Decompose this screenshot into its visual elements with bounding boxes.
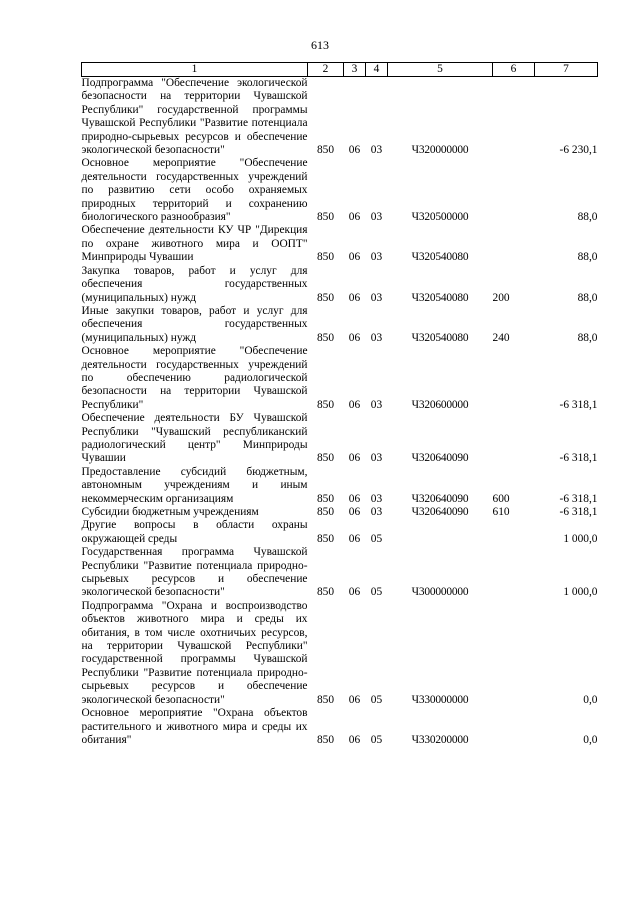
- row-expense-type: [493, 157, 535, 224]
- table-row: [82, 265, 598, 305]
- row-description: Государственная программа Чувашской Республики "Развитие потенциала природно-сырьевых ресурсов и обеспечение экологической безопасности": [81, 546, 308, 599]
- row-expense-type: [493, 707, 535, 747]
- row-target-article: [388, 519, 493, 546]
- header-col-3: 3: [344, 63, 366, 77]
- table-row: [82, 345, 598, 412]
- row-description: Основное мероприятие "Обеспечение деятельности государственных учреждений по развитию сети особо охраняемых природных территорий и сохранению биологического разнообразия": [81, 157, 308, 224]
- row-subsection: 03: [370, 398, 383, 411]
- row-amount: 0,0: [583, 693, 598, 706]
- row-subsection: 05: [370, 733, 383, 746]
- row-description: Подпрограмма "Охрана и воспроизводство объектов животного мира и среды их обитания, в том числе охотничьих ресурсов, на территории Чувашской Республики" государственной программы Чувашской Республики "Развитие потенциала природно-сырьевых ресурсов и обеспечение экологической безопасности": [81, 599, 308, 706]
- row-section: 06: [348, 532, 361, 545]
- row-target-article: Ч320540080: [411, 331, 469, 344]
- row-section: 06: [348, 144, 361, 157]
- row-expense-type: [493, 412, 535, 466]
- row-description: Обеспечение деятельности КУ ЧР "Дирекция по охране животного мира и ООПТ" Минприроды Чувашии: [81, 224, 308, 264]
- row-expense-type: [493, 546, 535, 600]
- row-amount: -6 318,1: [559, 452, 598, 465]
- row-admin-code: 850: [316, 532, 335, 545]
- table-row: [82, 77, 598, 158]
- row-subsection: 05: [370, 586, 383, 599]
- row-section: 06: [348, 398, 361, 411]
- header-col-2: 2: [308, 63, 344, 77]
- header-col-6: 6: [493, 63, 535, 77]
- table-row: [82, 224, 598, 264]
- row-amount: -6 318,1: [559, 398, 598, 411]
- row-subsection: 05: [370, 532, 383, 545]
- header-col-1: 1: [82, 63, 308, 77]
- row-section: 06: [348, 251, 361, 264]
- row-description: Иные закупки товаров, работ и услуг для обеспечения государственных (муниципальных) нужд: [81, 304, 308, 344]
- row-section: 06: [348, 693, 361, 706]
- row-subsection: 05: [370, 693, 383, 706]
- row-expense-type: [493, 77, 535, 158]
- row-target-article: Ч320640090: [411, 506, 469, 518]
- row-admin-code: 850: [316, 251, 335, 264]
- row-admin-code: 850: [316, 506, 335, 518]
- row-amount: -6 318,1: [559, 506, 598, 518]
- row-expense-type: 610: [492, 506, 510, 518]
- row-expense-type: [493, 519, 535, 546]
- row-admin-code: 850: [316, 291, 335, 304]
- row-admin-code: 850: [316, 586, 335, 599]
- row-description: Субсидии бюджетным учреждениям: [81, 506, 259, 518]
- row-expense-type: [493, 224, 535, 264]
- row-admin-code: 850: [316, 398, 335, 411]
- header-col-5: 5: [388, 63, 493, 77]
- table-row: [82, 519, 598, 546]
- budget-table: [81, 62, 598, 747]
- table-row: [82, 506, 598, 519]
- row-section: 06: [348, 331, 361, 344]
- row-section: 06: [348, 506, 361, 518]
- row-subsection: 03: [370, 452, 383, 465]
- row-admin-code: 850: [316, 733, 335, 746]
- row-amount: -6 318,1: [559, 492, 598, 505]
- row-expense-type: [493, 600, 535, 707]
- page-number: 613: [311, 38, 329, 52]
- row-admin-code: 850: [316, 331, 335, 344]
- row-subsection: 03: [370, 144, 383, 157]
- row-section: 06: [348, 492, 361, 505]
- row-target-article: Ч320540080: [411, 251, 469, 264]
- row-subsection: 03: [370, 331, 383, 344]
- row-description: Предоставление субсидий бюджетным, автономным учреждениям и иным некоммерческим организациям: [81, 465, 308, 505]
- row-description: Основное мероприятие "Охрана объектов растительного и животного мира и среды их обитания": [81, 707, 308, 746]
- row-target-article: Ч320640090: [411, 492, 469, 505]
- row-target-article: Ч300000000: [411, 586, 469, 599]
- row-target-article: Ч330200000: [411, 733, 469, 746]
- row-admin-code: 850: [316, 492, 335, 505]
- row-admin-code: 850: [316, 693, 335, 706]
- row-description: Закупка товаров, работ и услуг для обеспечения государственных (муниципальных) нужд: [81, 264, 308, 304]
- row-subsection: 03: [370, 506, 383, 518]
- row-subsection: 03: [370, 291, 383, 304]
- table-row: [82, 412, 598, 466]
- table-row: [82, 305, 598, 345]
- row-amount: 88,0: [577, 251, 598, 264]
- row-admin-code: 850: [316, 211, 335, 224]
- table-row: [82, 600, 598, 707]
- row-admin-code: 850: [316, 144, 335, 157]
- row-amount: 88,0: [577, 331, 598, 344]
- row-target-article: Ч330000000: [411, 693, 469, 706]
- table-row: [82, 546, 598, 600]
- row-description: Другие вопросы в области охраны окружающей среды: [81, 519, 308, 545]
- row-description: Обеспечение деятельности БУ Чувашской Республики "Чувашский республиканский радиологический центр" Минприроды Чувашии: [81, 412, 308, 465]
- row-expense-type: [493, 345, 535, 412]
- row-section: 06: [348, 586, 361, 599]
- row-expense-type: 200: [492, 291, 510, 304]
- row-target-article: Ч320640090: [411, 452, 469, 465]
- table-row: [82, 466, 598, 506]
- row-amount: -6 230,1: [559, 144, 598, 157]
- row-section: 06: [348, 211, 361, 224]
- row-amount: 88,0: [577, 211, 598, 224]
- row-description: Подпрограмма "Обеспечение экологической безопасности на территории Чувашской Республики" государственной программы Чувашской Республики "Развитие потенциала природно-сырьевых ресурсов и обеспечение экологической безопасности": [81, 77, 308, 157]
- row-target-article: Ч320000000: [411, 144, 469, 157]
- table-row: [82, 707, 598, 747]
- header-row: [82, 63, 598, 77]
- row-subsection: 03: [370, 211, 383, 224]
- table-row: [82, 157, 598, 224]
- row-expense-type: 600: [492, 492, 510, 505]
- row-target-article: Ч320500000: [411, 211, 469, 224]
- row-expense-type: 240: [492, 331, 510, 344]
- header-col-7: 7: [535, 63, 598, 77]
- row-amount: 0,0: [583, 733, 598, 746]
- header-col-4: 4: [366, 63, 388, 77]
- row-amount: 1 000,0: [563, 532, 598, 545]
- row-target-article: Ч320600000: [411, 398, 469, 411]
- row-target-article: Ч320540080: [411, 291, 469, 304]
- row-description: Основное мероприятие "Обеспечение деятельности государственных учреждений по обеспечению радиологической безопасности на территории Чувашской Республики": [81, 345, 308, 411]
- row-admin-code: 850: [316, 452, 335, 465]
- row-subsection: 03: [370, 251, 383, 264]
- row-subsection: 03: [370, 492, 383, 505]
- row-section: 06: [348, 733, 361, 746]
- row-section: 06: [348, 291, 361, 304]
- row-section: 06: [348, 452, 361, 465]
- row-amount: 1 000,0: [563, 586, 598, 599]
- row-amount: 88,0: [577, 291, 598, 304]
